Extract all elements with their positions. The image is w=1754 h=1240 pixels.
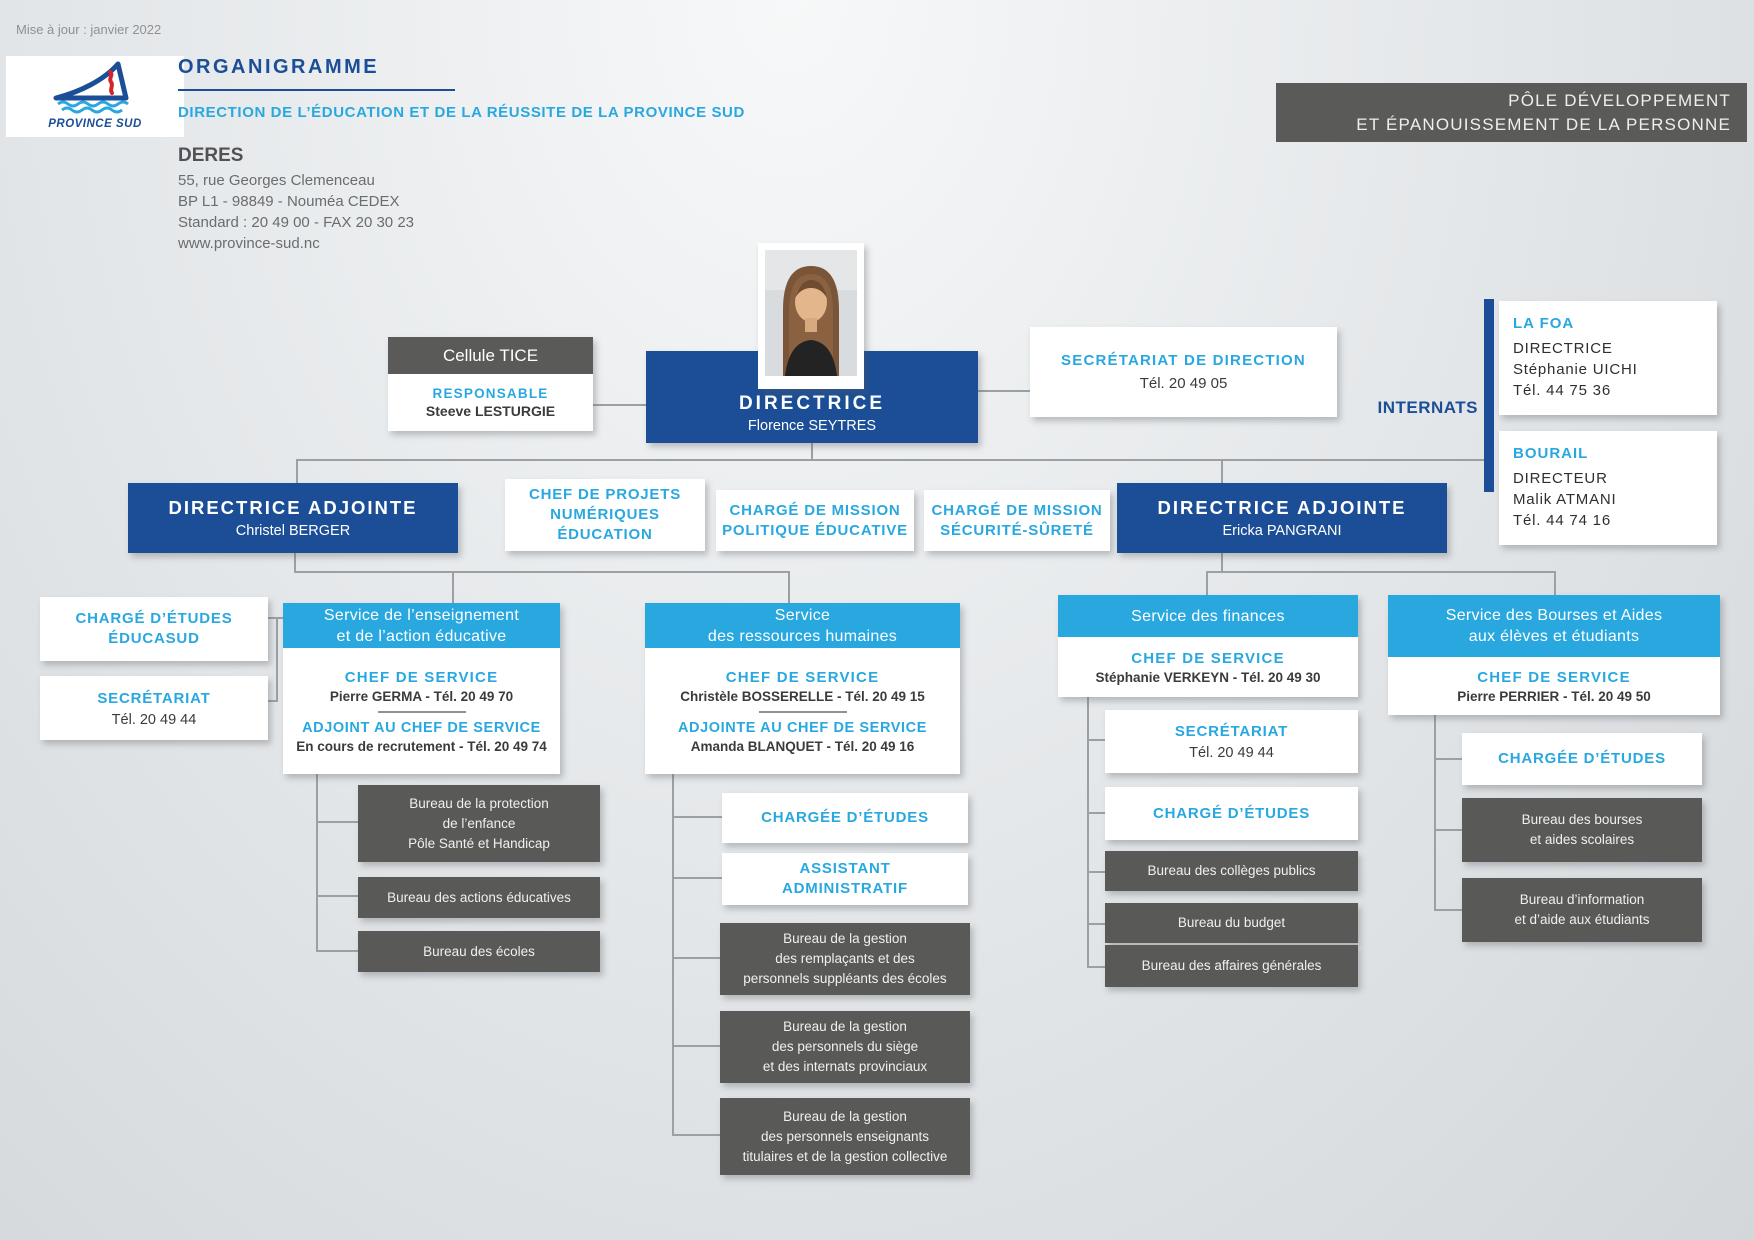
service-enseignement-header-line1: Service de l’enseignement xyxy=(323,606,520,624)
connector xyxy=(1206,571,1556,573)
service-bourses-header-line2: aux élèves et étudiants xyxy=(1468,628,1640,645)
mission-securite-card xyxy=(924,490,1110,551)
service-rh-header xyxy=(645,603,960,648)
rh-assistant-card xyxy=(722,853,968,905)
chef-projets-line2: NUMÉRIQUES xyxy=(550,506,660,523)
internat-bourail-person: Malik ATMANI xyxy=(1513,491,1617,508)
cellule-tice-role: RESPONSABLE xyxy=(432,386,549,401)
bureau-line: Bureau de la gestion xyxy=(783,1019,907,1034)
bureau-line: Bureau de la gestion xyxy=(783,1108,907,1124)
bureau-line: et des internats provinciaux xyxy=(762,1059,928,1074)
adjointe-berger-name: Christel BERGER xyxy=(235,523,351,539)
page-title: ORGANIGRAMME xyxy=(178,56,380,78)
bourses-chargee-etudes-card xyxy=(1462,733,1702,785)
connector xyxy=(1087,923,1105,925)
chef-service-name: Christèle BOSSERELLE - Tél. 20 49 15 xyxy=(680,688,925,704)
internat-lafoa-name: LA FOA xyxy=(1513,315,1575,332)
bureau-line: Bureau des actions éducatives xyxy=(387,889,571,905)
service-rh-box xyxy=(645,603,960,774)
service-finances-box xyxy=(1058,595,1358,697)
cellule-tice-name: Steeve LESTURGIE xyxy=(425,403,556,419)
divider xyxy=(759,711,847,713)
connector xyxy=(294,553,296,573)
connector xyxy=(1434,829,1462,831)
rh-assistant-line2: ADMINISTRATIF xyxy=(782,880,908,897)
connector xyxy=(672,816,722,818)
bureau-line: des personnels du siège xyxy=(771,1039,919,1054)
chef-service-label: CHEF DE SERVICE xyxy=(344,668,499,686)
bureau-budget xyxy=(1105,903,1358,943)
connector xyxy=(788,571,790,603)
rh-chargee-etudes-card xyxy=(722,793,968,843)
cellule-tice-body xyxy=(388,374,593,431)
bureau-line: Bureau du budget xyxy=(1177,915,1286,930)
contact-website[interactable]: www.province-sud.nc xyxy=(178,235,320,252)
logo-caption: PROVINCE SUD xyxy=(48,118,142,130)
service-enseignement-body xyxy=(283,648,560,774)
connector xyxy=(1434,909,1462,911)
connector xyxy=(1087,871,1105,873)
finances-charge-etudes-card xyxy=(1105,787,1358,840)
connector xyxy=(294,571,790,573)
connector xyxy=(672,1134,722,1136)
cellule-tice-box xyxy=(388,337,593,431)
bureau-affaires-generales xyxy=(1105,945,1358,987)
connector xyxy=(672,1045,722,1047)
contact-block xyxy=(178,145,414,254)
secretariat-adjointe-title: SECRÉTARIAT xyxy=(97,689,211,707)
contact-street: 55, rue Georges Clemenceau xyxy=(178,172,375,189)
bureau-line: Bureau des collèges publics xyxy=(1147,863,1316,878)
bureau-personnels-enseignants xyxy=(720,1098,970,1175)
connector xyxy=(672,774,674,1136)
bureau-information-aide xyxy=(1462,878,1702,942)
connector xyxy=(316,895,358,897)
service-finances-body xyxy=(1058,637,1358,697)
connector xyxy=(1206,571,1208,595)
internat-bourail-role: DIRECTEUR xyxy=(1513,470,1608,487)
finances-secretariat-card xyxy=(1105,710,1358,773)
bureau-line: des personnels enseignants xyxy=(760,1128,930,1144)
mission-securite-line1: CHARGÉ DE MISSION xyxy=(931,501,1103,519)
adjointe-label: ADJOINTE AU CHEF DE SERVICE xyxy=(677,719,928,736)
directrice-photo xyxy=(758,243,864,389)
service-bourses-body xyxy=(1388,657,1720,715)
contact-name: DERES xyxy=(178,145,244,166)
connector xyxy=(316,821,358,823)
chef-projets-line1: CHEF DE PROJETS xyxy=(528,486,682,503)
service-enseignement-header-line2: et de l’action éducative xyxy=(336,627,507,645)
secretariat-adjointe-phone: Tél. 20 49 44 xyxy=(111,711,197,728)
bureau-line: titulaires et de la gestion collective xyxy=(742,1148,948,1164)
internats-label: INTERNATS xyxy=(1377,398,1478,417)
secretariat-direction-title: SECRÉTARIAT DE DIRECTION xyxy=(1061,352,1306,369)
adjointe-berger-title: DIRECTRICE ADJOINTE xyxy=(168,497,418,518)
connector xyxy=(978,390,1030,392)
bureau-remplacants xyxy=(720,923,970,995)
chef-projets-numeriques-card xyxy=(505,479,705,551)
connector xyxy=(1221,553,1223,573)
chef-service-name: Pierre PERRIER - Tél. 20 49 50 xyxy=(1457,688,1651,704)
bureau-protection-enfance xyxy=(358,785,600,862)
internats-bar xyxy=(1484,299,1494,492)
service-finances-header xyxy=(1058,595,1358,637)
finances-secretariat-title: SECRÉTARIAT xyxy=(1174,723,1289,740)
mission-politique-card xyxy=(716,490,914,551)
connector xyxy=(1221,459,1223,483)
adjointe-name: Amanda BLANQUET - Tél. 20 49 16 xyxy=(690,738,915,754)
connector xyxy=(1087,966,1105,968)
rh-chargee-etudes-label: CHARGÉE D’ÉTUDES xyxy=(761,809,929,826)
mission-politique-line1: CHARGÉ DE MISSION xyxy=(729,501,901,519)
bureau-line: Bureau des écoles xyxy=(423,943,535,959)
mission-politique-line2: POLITIQUE ÉDUCATIVE xyxy=(722,521,908,539)
adjointe-pangrani-box xyxy=(1117,483,1447,553)
connector xyxy=(672,957,722,959)
connector xyxy=(672,877,722,879)
page-subtitle: DIRECTION DE L’ÉDUCATION ET DE LA RÉUSSITE DE LA PROVINCE SUD xyxy=(178,104,745,121)
connector xyxy=(1087,812,1105,814)
connector xyxy=(296,459,298,483)
pole-banner-line2: ET ÉPANOUISSEMENT DE LA PERSONNE xyxy=(1356,114,1731,134)
adjoint-label: ADJOINT AU CHEF DE SERVICE xyxy=(302,719,541,736)
rh-assistant-line1: ASSISTANT xyxy=(799,860,891,877)
internat-lafoa-role: DIRECTRICE xyxy=(1513,340,1613,357)
chef-service-label: CHEF DE SERVICE xyxy=(725,668,880,686)
bourses-chargee-etudes-label: CHARGÉE D’ÉTUDES xyxy=(1498,750,1666,767)
service-enseignement-box xyxy=(283,603,560,774)
title-rule xyxy=(178,89,455,91)
bureau-line: et d’aide aux étudiants xyxy=(1514,912,1650,927)
mission-securite-line2: SÉCURITÉ-SÛRETÉ xyxy=(940,521,1094,539)
adjointe-berger-box xyxy=(128,483,458,553)
adjointe-pangrani-title: DIRECTRICE ADJOINTE xyxy=(1157,497,1407,518)
adjoint-name: En cours de recrutement - Tél. 20 49 74 xyxy=(296,738,547,754)
bureau-line: Bureau de la protection xyxy=(409,795,549,811)
divider xyxy=(378,711,466,713)
educasud-line2: ÉDUCASUD xyxy=(108,630,200,647)
connector xyxy=(1434,715,1436,911)
bureau-line: Pôle Santé et Handicap xyxy=(408,835,550,851)
pole-banner-line1: PÔLE DÉVELOPPEMENT xyxy=(1508,90,1731,110)
finances-charge-etudes-label: CHARGÉ D’ÉTUDES xyxy=(1152,804,1310,822)
connector xyxy=(316,950,358,952)
educasud-line1: CHARGÉ D’ÉTUDES xyxy=(75,610,233,627)
internat-lafoa-card xyxy=(1499,301,1717,415)
service-finances-header-line: Service des finances xyxy=(1131,607,1285,625)
connector xyxy=(1087,697,1089,968)
bureau-line: Bureau des affaires générales xyxy=(1141,958,1322,973)
pole-banner xyxy=(1276,83,1747,142)
bureau-line: Bureau de la gestion xyxy=(783,931,907,946)
bureau-ecoles xyxy=(358,931,600,972)
connector xyxy=(593,404,646,406)
connector xyxy=(316,774,318,952)
secretariat-direction-card xyxy=(1030,327,1337,417)
bureau-line: Bureau d’information xyxy=(1519,892,1645,907)
chef-service-label: CHEF DE SERVICE xyxy=(1131,649,1285,667)
secretariat-adjointe-card xyxy=(40,676,268,740)
connector xyxy=(1554,571,1556,595)
bureau-line: Bureau des bourses xyxy=(1521,812,1643,827)
service-rh-header-line2: des ressources humaines xyxy=(707,627,898,645)
cellule-tice-header: Cellule TICE xyxy=(388,337,593,374)
service-rh-body xyxy=(645,648,960,774)
service-bourses-box xyxy=(1388,595,1720,715)
connector xyxy=(1087,739,1105,741)
internat-bourail-name: BOURAIL xyxy=(1513,445,1589,462)
directrice-title: DIRECTRICE xyxy=(738,393,886,414)
bureau-bourses-aides xyxy=(1462,798,1702,862)
secretariat-direction-phone: Tél. 20 49 05 xyxy=(1139,375,1228,392)
connector xyxy=(296,459,1486,461)
bureau-line: de l’enfance xyxy=(442,815,516,831)
bureau-personnels-siege xyxy=(720,1011,970,1083)
chef-service-name: Stéphanie VERKEYN - Tél. 20 49 30 xyxy=(1095,669,1321,685)
internat-bourail-phone: Tél. 44 74 16 xyxy=(1513,512,1611,529)
logo-card xyxy=(6,56,184,137)
connector xyxy=(1434,758,1462,760)
service-bourses-header-line1: Service des Bourses et Aides xyxy=(1445,607,1663,624)
chef-service-name: Pierre GERMA - Tél. 20 49 70 xyxy=(329,688,514,704)
update-note: Mise à jour : janvier 2022 xyxy=(16,22,162,37)
chef-projets-line3: ÉDUCATION xyxy=(557,526,653,543)
finances-secretariat-phone: Tél. 20 49 44 xyxy=(1189,745,1274,761)
contact-phone: Standard : 20 49 00 - FAX 20 30 23 xyxy=(178,214,415,231)
service-bourses-header xyxy=(1388,595,1720,657)
educasud-card xyxy=(40,597,268,661)
contact-bp: BP L1 - 98849 - Nouméa CEDEX xyxy=(178,193,400,210)
internat-bourail-card xyxy=(1499,431,1717,545)
connector xyxy=(276,617,278,702)
bureau-line: et aides scolaires xyxy=(1529,832,1635,847)
bureau-actions-educatives xyxy=(358,877,600,918)
adjointe-pangrani-name: Ericka PANGRANI xyxy=(1222,523,1342,539)
directrice-name: Florence SEYTRES xyxy=(747,418,877,434)
chef-service-label: CHEF DE SERVICE xyxy=(1477,668,1631,686)
internat-lafoa-person: Stéphanie UICHI xyxy=(1513,361,1638,378)
connector xyxy=(268,700,278,702)
service-enseignement-header xyxy=(283,603,560,648)
bureau-colleges-publics xyxy=(1105,851,1358,891)
bureau-line: des remplaçants et des xyxy=(775,951,915,966)
internat-lafoa-phone: Tél. 44 75 36 xyxy=(1513,382,1611,399)
connector xyxy=(452,571,454,603)
service-rh-header-line1: Service xyxy=(774,606,831,624)
bureau-line: personnels suppléants des écoles xyxy=(743,971,947,986)
